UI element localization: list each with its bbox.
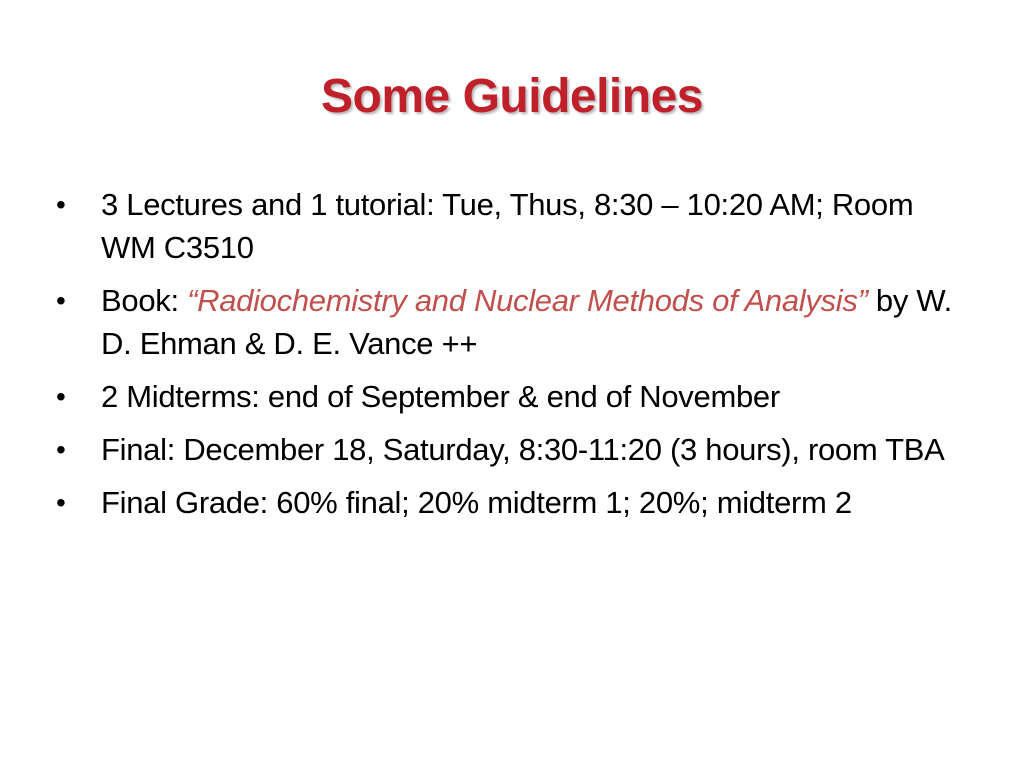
book-title: “Radiochemistry and Nuclear Methods of Analysis”: [187, 283, 868, 318]
bullet-text: 2 Midterms: end of September & end of November: [101, 379, 780, 414]
bullet-dot-icon: •: [56, 381, 66, 412]
bullet-text: Final Grade: 60% final; 20% midterm 1; 20%; midterm 2: [101, 485, 852, 520]
bullet-text-prefix: Book:: [101, 283, 188, 318]
bullet-list: [56, 183, 976, 534]
bullet-text-suffix: by W. D. Ehman & D. E. Vance ++: [101, 283, 952, 361]
bullet-item-midterms: [56, 375, 976, 418]
bullet-dot-icon: •: [56, 189, 66, 220]
bullet-text: Final: December 18, Saturday, 8:30-11:20 (3 hours), room TBA: [101, 432, 945, 467]
bullet-text: 3 Lectures and 1 tutorial: Tue, Thus, 8:30 – 10:20 AM; Room WM C3510: [101, 187, 914, 265]
bullet-dot-icon: •: [56, 434, 66, 465]
bullet-item-final-grade: [56, 481, 976, 524]
slide-title: Some Guidelines: [321, 70, 703, 123]
bullet-item-lectures: [56, 183, 976, 269]
bullet-dot-icon: •: [56, 487, 66, 518]
bullet-dot-icon: •: [56, 285, 66, 316]
bullet-item-book: [56, 279, 976, 365]
bullet-item-final: [56, 428, 976, 471]
